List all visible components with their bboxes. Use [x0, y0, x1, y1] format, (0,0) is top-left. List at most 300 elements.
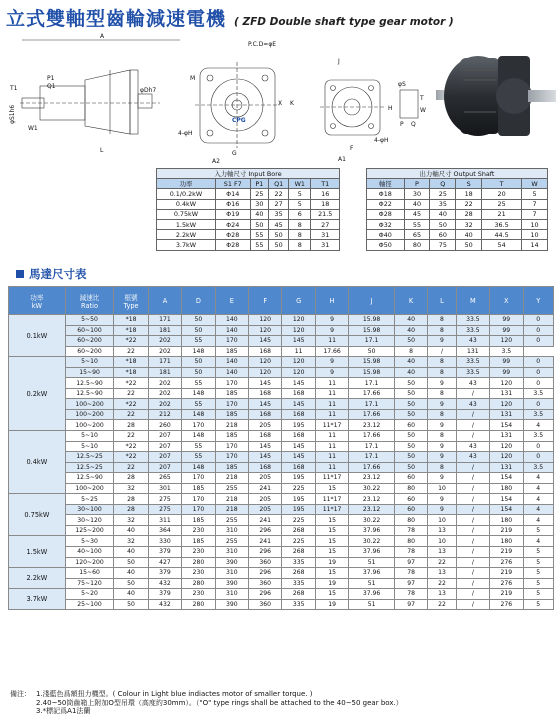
table-cell: 5~10 — [65, 441, 114, 452]
table-cell: 120 — [490, 399, 523, 410]
table-cell: 5 — [523, 589, 554, 600]
table-cell: / — [428, 346, 456, 357]
table-cell: 202 — [148, 346, 181, 357]
table-cell: / — [456, 483, 489, 494]
table-cell: 145 — [282, 452, 315, 463]
table-cell: 50 — [269, 240, 289, 250]
table-cell: 360 — [249, 578, 282, 589]
title-zh: 立式雙軸型齒輪減速電機 — [6, 8, 227, 30]
notes — [10, 690, 403, 716]
table-cell: 171 — [148, 357, 181, 368]
table-row — [9, 504, 554, 515]
table-header — [394, 287, 427, 315]
table-cell: 50 — [349, 346, 395, 357]
table-cell: 25~100 — [65, 599, 114, 610]
table-cell: 218 — [215, 494, 248, 505]
table-cell: 8 — [428, 462, 456, 473]
table-cell: 330 — [148, 536, 181, 547]
table-header — [282, 287, 315, 315]
table-cell: Φ18 — [367, 189, 405, 199]
table-cell: 28 — [114, 473, 148, 484]
table-cell: 8 — [428, 315, 456, 326]
table-cell: 230 — [182, 568, 215, 579]
table-cell: 32 — [456, 219, 482, 229]
table-cell: 360 — [249, 599, 282, 610]
shaft-detail-drawing — [398, 81, 426, 128]
table-cell: 17.1 — [349, 441, 395, 452]
table-cell: 97 — [394, 557, 427, 568]
table-cell: 43 — [456, 441, 489, 452]
table-cell: 195 — [282, 473, 315, 484]
table-cell: 205 — [249, 420, 282, 431]
label-T: T — [420, 95, 424, 102]
table-cell: 8 — [428, 431, 456, 442]
table-cell: 50 — [394, 452, 427, 463]
table-cell: *22 — [114, 452, 148, 463]
table-cell: 255 — [215, 483, 248, 494]
table-cell: 30.22 — [349, 483, 395, 494]
table-cell: 60 — [394, 494, 427, 505]
table-cell: 55 — [182, 441, 215, 452]
table-cell: 310 — [215, 547, 248, 558]
table-cell: *22 — [114, 399, 148, 410]
label-P1: P1 — [47, 75, 55, 82]
table-cell: 0 — [523, 441, 554, 452]
table-cell: 195 — [282, 420, 315, 431]
table-header: Q1 — [269, 179, 289, 189]
table-cell: 148 — [182, 388, 215, 399]
table-cell: 40 — [394, 367, 427, 378]
table-cell: 30 — [404, 189, 430, 199]
table-cell: 205 — [249, 504, 282, 515]
table-row — [9, 420, 554, 431]
table-cell: 22 — [428, 578, 456, 589]
table-cell: 54 — [482, 240, 522, 250]
table-cell: 360 — [249, 557, 282, 568]
table-cell: 40 — [404, 199, 430, 209]
table-cell: 33.5 — [456, 315, 489, 326]
table-cell: 22 — [428, 599, 456, 610]
table-cell: 120 — [282, 325, 315, 336]
table-cell: 30.22 — [349, 515, 395, 526]
table-cell: 168 — [249, 409, 282, 420]
table-cell: 145 — [249, 378, 282, 389]
table-cell: 390 — [215, 557, 248, 568]
table-cell: 170 — [182, 420, 215, 431]
table-cell: 36.5 — [482, 219, 522, 229]
table-cell: 145 — [249, 452, 282, 463]
table-cell: 0 — [523, 367, 554, 378]
table-cell: 22 — [114, 409, 148, 420]
table-cell: 55 — [182, 399, 215, 410]
table-cell: 207 — [148, 441, 181, 452]
table-cell: 19 — [315, 578, 348, 589]
table-cell: 5 — [523, 578, 554, 589]
table-cell: 17.66 — [349, 388, 395, 399]
table-header — [114, 287, 148, 315]
table-cell: 50 — [394, 399, 427, 410]
note-3: 3.*標記爲A1法蘭 — [36, 707, 91, 715]
table-cell: 268 — [282, 525, 315, 536]
power-cell: 0.2kW — [9, 357, 66, 431]
table-cell: 51 — [349, 599, 395, 610]
table-cell: 145 — [282, 399, 315, 410]
table-cell: 170 — [215, 452, 248, 463]
table-row — [157, 240, 340, 250]
table-cell: / — [456, 557, 489, 568]
table-cell: 2.2kW — [157, 230, 216, 240]
table-cell: 0 — [523, 399, 554, 410]
table-cell: 25 — [250, 189, 268, 199]
table-cell: 120 — [282, 315, 315, 326]
table-header — [65, 287, 114, 315]
table-cell: 140 — [215, 357, 248, 368]
table-cell: 51 — [349, 557, 395, 568]
table-cell: 4 — [523, 504, 554, 515]
table-cell: Φ19 — [215, 209, 250, 219]
table-cell: 27 — [311, 219, 340, 229]
table-cell: 17.66 — [349, 462, 395, 473]
table-cell: 14 — [522, 240, 548, 250]
table-cell: 265 — [148, 473, 181, 484]
table-cell: 22 — [114, 462, 148, 473]
table-row — [367, 199, 548, 209]
table-row — [367, 240, 548, 250]
table-cell: 5 — [523, 547, 554, 558]
table-cell: 45 — [269, 219, 289, 229]
table-cell: / — [456, 536, 489, 547]
table-cell: 185 — [215, 431, 248, 442]
table-cell: 13 — [428, 589, 456, 600]
table-cell: 60~200 — [65, 336, 114, 347]
table-cell: Φ22 — [367, 199, 405, 209]
table-header — [182, 287, 215, 315]
table-cell: 4 — [523, 483, 554, 494]
table-cell: 11 — [315, 409, 348, 420]
table-cell: 1.5kW — [157, 219, 216, 229]
table-cell: 50 — [114, 578, 148, 589]
label-A2: A2 — [212, 158, 220, 165]
table-cell: / — [456, 420, 489, 431]
table-cell: 100~200 — [65, 409, 114, 420]
table-cell: 120 — [249, 315, 282, 326]
header-line: kW — [31, 301, 43, 310]
table-cell: 50 — [114, 557, 148, 568]
table-cell: 37.96 — [349, 589, 395, 600]
table-cell: 99 — [490, 325, 523, 336]
table-cell: 60~200 — [65, 346, 114, 357]
table-cell: 15.98 — [349, 367, 395, 378]
table-cell: 219 — [490, 589, 523, 600]
label-W: W — [420, 107, 426, 114]
table-cell: 9 — [315, 357, 348, 368]
table-cell: 50 — [182, 315, 215, 326]
table-cell: 55 — [182, 378, 215, 389]
table-header: T1 — [311, 179, 340, 189]
table-cell: 15.98 — [349, 315, 395, 326]
table-cell: 140 — [215, 367, 248, 378]
table-cell: 23.12 — [349, 494, 395, 505]
table-cell: 335 — [282, 578, 315, 589]
table-cell: 202 — [148, 399, 181, 410]
table-cell: 145 — [282, 441, 315, 452]
table-header — [249, 287, 282, 315]
table-cell: 25 — [430, 189, 456, 199]
table-cell: 40 — [394, 315, 427, 326]
table-cell: 33.5 — [456, 367, 489, 378]
table-cell: 432 — [148, 599, 181, 610]
table-cell: 3.5 — [490, 346, 523, 357]
table-cell: 275 — [148, 494, 181, 505]
table-cell: 145 — [282, 378, 315, 389]
label-T1: T1 — [10, 85, 18, 92]
table-cell: 5~10 — [65, 357, 114, 368]
table-cell: / — [456, 504, 489, 515]
table-cell: 168 — [249, 462, 282, 473]
table-cell: 10 — [428, 483, 456, 494]
table-cell: 168 — [249, 388, 282, 399]
table-cell: *18 — [114, 367, 148, 378]
table-cell: 12.5~90 — [65, 388, 114, 399]
table-cell: 40 — [114, 525, 148, 536]
table-cell: 335 — [282, 557, 315, 568]
label-X: X — [278, 100, 283, 107]
logo: CPG — [232, 117, 246, 124]
label-A1: A1 — [338, 156, 346, 163]
table-cell: 40 — [250, 209, 268, 219]
table-cell: 5~30 — [65, 536, 114, 547]
note-1: 1.淺藍色爲額扭力機型。( Colour in Light blue indiactes motor of smaller torque. ) — [36, 690, 313, 698]
table-cell: 8 — [394, 346, 427, 357]
table-row — [9, 599, 554, 610]
table-cell: 0 — [523, 336, 554, 347]
table-cell: 50 — [250, 219, 268, 229]
table-cell: 296 — [249, 525, 282, 536]
table-row — [9, 578, 554, 589]
table-cell: 427 — [148, 557, 181, 568]
label-M: M — [190, 75, 196, 82]
table-cell: 148 — [182, 431, 215, 442]
table-row — [9, 315, 554, 326]
table-cell: 18 — [456, 189, 482, 199]
table-cell: / — [456, 431, 489, 442]
table-cell: 22 — [114, 346, 148, 357]
table-cell: 11*17 — [315, 494, 348, 505]
table-cell: 45 — [404, 209, 430, 219]
table-cell: 185 — [215, 388, 248, 399]
table-cell: 50 — [430, 219, 456, 229]
table-cell: 218 — [215, 420, 248, 431]
table-cell: Φ24 — [215, 219, 250, 229]
table-row — [9, 452, 554, 463]
label-J: J — [338, 58, 340, 65]
table-cell: 43 — [456, 452, 489, 463]
table-cell: 9 — [428, 494, 456, 505]
header-line: Y — [536, 296, 541, 305]
table-cell: 12.5~90 — [65, 378, 114, 389]
table-cell: 60 — [430, 230, 456, 240]
table-cell: Φ14 — [215, 189, 250, 199]
table-cell: 168 — [282, 388, 315, 399]
label-four-phi-H: 4-φH — [178, 130, 193, 137]
table-cell: 12.5~25 — [65, 452, 114, 463]
table-cell: 11 — [315, 399, 348, 410]
notes-label: 備注： — [10, 690, 31, 698]
table-cell: 40~100 — [65, 547, 114, 558]
table-row — [9, 568, 554, 579]
table-cell: 432 — [148, 578, 181, 589]
table-cell: 207 — [148, 462, 181, 473]
table-header: P1 — [250, 179, 268, 189]
header-line: G — [296, 296, 302, 305]
table-cell: 241 — [249, 515, 282, 526]
table-cell: 218 — [215, 473, 248, 484]
table-cell: *18 — [114, 315, 148, 326]
table-cell: 37.96 — [349, 525, 395, 536]
table-cell: 5 — [289, 189, 311, 199]
table-cell: 276 — [490, 578, 523, 589]
table-cell: 11*17 — [315, 420, 348, 431]
table-cell: 50 — [394, 462, 427, 473]
table-cell: 50 — [269, 230, 289, 240]
table-header: T — [482, 179, 522, 189]
table-cell: 55 — [250, 240, 268, 250]
table-cell: 131 — [490, 409, 523, 420]
table-cell: 268 — [282, 589, 315, 600]
table-cell: 80 — [404, 240, 430, 250]
table-cell: 21.5 — [311, 209, 340, 219]
table-cell: 0 — [523, 325, 554, 336]
table-cell: 50 — [182, 367, 215, 378]
label-L: L — [100, 147, 104, 154]
table-cell: 28 — [114, 504, 148, 515]
table-cell: 202 — [148, 378, 181, 389]
table-row — [157, 209, 340, 219]
table-cell: Φ50 — [367, 240, 405, 250]
table-cell: 40 — [456, 230, 482, 240]
table-cell: 268 — [282, 568, 315, 579]
table-cell: 99 — [490, 315, 523, 326]
table-row — [157, 199, 340, 209]
table-cell: 15 — [315, 589, 348, 600]
table-row — [9, 462, 554, 473]
table-cell: 148 — [182, 346, 215, 357]
table-header — [215, 287, 248, 315]
table-cell: 241 — [249, 483, 282, 494]
table-cell: 154 — [490, 420, 523, 431]
table-row — [9, 525, 554, 536]
table-cell: 296 — [249, 547, 282, 558]
table-cell: 97 — [394, 578, 427, 589]
table-cell: 379 — [148, 547, 181, 558]
table-cell: 185 — [215, 346, 248, 357]
table-cell: 170 — [215, 441, 248, 452]
input-bore-caption: 入力軸尺寸 Input Bore — [157, 169, 340, 179]
table-cell: 310 — [215, 525, 248, 536]
table-header — [349, 287, 395, 315]
table-cell: 51 — [349, 578, 395, 589]
table-cell: / — [456, 515, 489, 526]
table-cell: / — [456, 578, 489, 589]
table-row — [9, 547, 554, 558]
table-cell: 205 — [249, 494, 282, 505]
label-phiD: φDh7 — [140, 87, 157, 94]
table-row — [9, 378, 554, 389]
table-cell: 255 — [215, 515, 248, 526]
table-cell: 99 — [490, 357, 523, 368]
table-cell: 3.5 — [523, 388, 554, 399]
table-row — [9, 399, 554, 410]
table-cell: 60 — [394, 504, 427, 515]
table-cell: 168 — [282, 462, 315, 473]
table-cell: 35 — [430, 199, 456, 209]
table-cell: *18 — [114, 325, 148, 336]
table-cell: 280 — [182, 578, 215, 589]
header-line: X — [504, 296, 509, 305]
motor-photo — [430, 50, 558, 145]
table-cell: 80 — [394, 483, 427, 494]
table-cell: 15.98 — [349, 325, 395, 336]
section-heading — [16, 266, 87, 282]
table-cell: 97 — [394, 599, 427, 610]
table-cell: 50 — [394, 409, 427, 420]
table-cell: 379 — [148, 589, 181, 600]
table-row — [9, 357, 554, 368]
output-shaft-table — [366, 168, 548, 251]
table-cell: 241 — [249, 536, 282, 547]
table-cell: 75 — [430, 240, 456, 250]
table-cell: 0 — [523, 357, 554, 368]
table-cell: 31 — [311, 230, 340, 240]
section-title: 馬達尺寸表 — [29, 267, 87, 281]
table-cell: 268 — [282, 547, 315, 558]
table-cell: 3.7kW — [157, 240, 216, 250]
table-cell: 145 — [282, 336, 315, 347]
table-cell: 40 — [394, 357, 427, 368]
table-row — [367, 219, 548, 229]
table-cell: 10 — [428, 536, 456, 547]
table-cell: 364 — [148, 525, 181, 536]
table-cell: 15 — [315, 568, 348, 579]
table-cell: 168 — [282, 409, 315, 420]
table-cell: 30 — [250, 199, 268, 209]
note-2: 2.40~50筒齒箱上附加O型吊環（高度約30mm）。（"O" type rings shall be attached to the 40~50 gear box.） — [36, 698, 403, 707]
table-cell: 5 — [289, 199, 311, 209]
table-cell: 13 — [428, 568, 456, 579]
table-cell: 5 — [523, 568, 554, 579]
table-cell: 170 — [182, 494, 215, 505]
table-cell: Φ40 — [367, 230, 405, 240]
table-cell: 40 — [114, 589, 148, 600]
table-cell: 23.12 — [349, 420, 395, 431]
table-row — [9, 494, 554, 505]
label-G: G — [232, 150, 237, 157]
table-cell: 50 — [394, 336, 427, 347]
table-cell: 28 — [114, 420, 148, 431]
table-cell: 80 — [394, 515, 427, 526]
table-cell: 100~200 — [65, 399, 114, 410]
table-cell: 260 — [148, 420, 181, 431]
table-cell: 28 — [114, 494, 148, 505]
header-line: A — [162, 296, 168, 305]
table-cell: 120 — [490, 441, 523, 452]
header-line: H — [329, 296, 335, 305]
table-cell: 78 — [394, 589, 427, 600]
table-row — [9, 388, 554, 399]
table-cell: 22 — [269, 189, 289, 199]
table-header: Q — [430, 179, 456, 189]
table-header — [428, 287, 456, 315]
